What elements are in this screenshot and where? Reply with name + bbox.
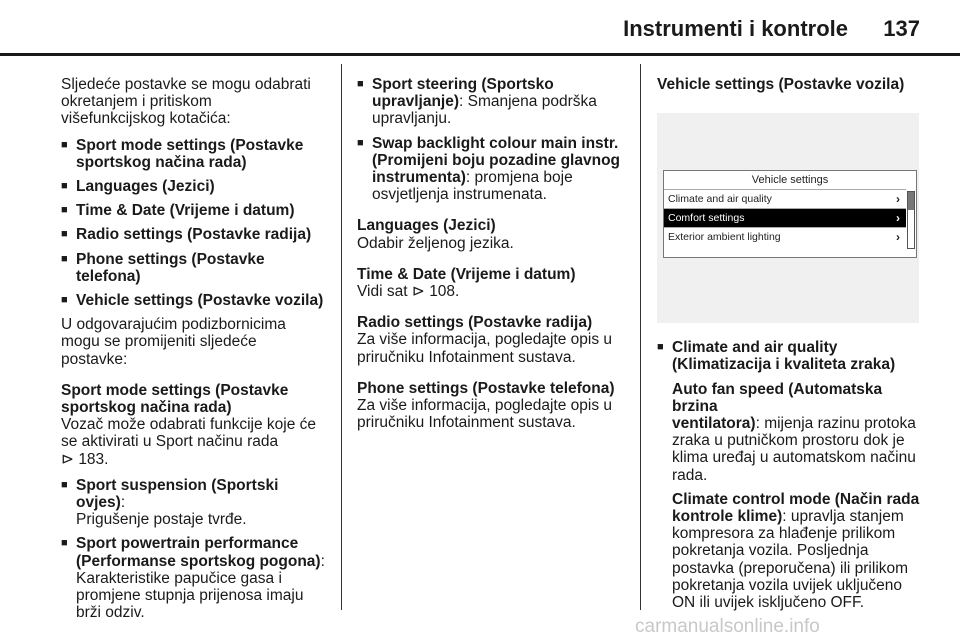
watermark: carmanualsonline.info	[635, 616, 820, 637]
sport-mode-heading: Sport mode settings (Postavke sportskog načina rada)	[61, 381, 289, 417]
cross-reference-arrow-icon: ⊳	[411, 283, 425, 301]
sport-suspension-item: ■ Sport suspension (Sportski ovjes): Prigušenje postaje tvrđe.	[61, 477, 326, 529]
menu-item-phone: ■ Phone settings (Postavke telefona)	[61, 251, 326, 285]
menu-item-vehicle: ■ Vehicle settings (Postavke vozila)	[61, 292, 326, 309]
display-illustration	[657, 113, 919, 323]
menu-item-sport-mode: ■ Sport mode settings (Postavke sportskog načina rada)	[61, 137, 326, 171]
cross-reference-arrow-icon: ⊳	[61, 450, 74, 468]
column-1	[61, 76, 326, 628]
climate-control-mode-text: Climate control mode (Način rada kontrole klime): upravlja stanjem kompresora za hlađenje prilikom pokretanja vozila. Posljednja postavka (preporučena) ili prilikom pokretanja vozila uvijek uključeno ON ili uvijek isključeno OFF.	[672, 490, 920, 612]
column-3	[657, 76, 925, 618]
screen-row-climate: Climate and air quality ›	[664, 189, 906, 208]
page-header	[0, 0, 960, 62]
phone-text: Za više informacija, pogledajte opis u priručniku Infotainment sustava.	[357, 397, 613, 432]
radio-text: Za više informacija, pogledajte opis u priručniku Infotainment sustava.	[357, 331, 613, 366]
vehicle-settings-screen	[663, 170, 917, 258]
phone-heading: Phone settings (Postavke telefona)	[357, 379, 615, 397]
menu-item-time-date: ■ Time & Date (Vrijeme i datum)	[61, 202, 326, 219]
scrollbar-thumb	[908, 192, 914, 210]
screen-row-comfort: Comfort settings ›	[664, 208, 906, 227]
sport-steering-item: ■ Sport steering (Sportsko upravljanje): Smanjena podrška upravljanju.	[357, 76, 627, 128]
menu-item-radio: ■ Radio settings (Postavke radija)	[61, 226, 326, 243]
languages-heading: Languages (Jezici)	[357, 217, 496, 235]
screen-title: Vehicle settings	[751, 174, 829, 187]
cross-reference-page: 183.	[78, 450, 109, 468]
time-date-heading: Time & Date (Vrijeme i datum)	[357, 265, 576, 283]
menu-item-languages: ■ Languages (Jezici)	[61, 178, 326, 195]
sport-powertrain-item: ■ Sport powertrain performance (Performanse sportskog pogona): Karakteristike papučice gasa i promjene stupnja prijenosa imaju brži odziv.	[61, 535, 326, 621]
time-date-text: Vidi sat ⊳ 108.	[357, 283, 460, 301]
chevron-right-icon: ›	[896, 211, 900, 226]
chevron-right-icon: ›	[896, 230, 900, 245]
sport-mode-text: Vozač može odabrati funkcije koje će se aktivirati u Sport načinu rada ⊳ 183.	[61, 416, 317, 468]
page-number: 137	[883, 16, 920, 41]
submenu-note: U odgovarajućim podizbornicima mogu se promijeniti sljedeće postavke:	[61, 316, 286, 368]
auto-fan-speed-text: Auto fan speed (Automatska brzina ventilatora): mijenja razinu protoka zraka u putničkom prostoru dok je klima uređaj u automatskom načinu rada.	[672, 380, 916, 484]
column-divider-2	[640, 64, 641, 610]
vehicle-settings-heading: Vehicle settings (Postavke vozila)	[657, 76, 905, 93]
screen-scrollbar	[907, 191, 915, 249]
chapter-title: Instrumenti i kontrole	[623, 16, 848, 41]
column-divider-1	[341, 64, 342, 610]
screen-row-exterior-lighting: Exterior ambient lighting ›	[664, 227, 906, 246]
radio-heading: Radio settings (Postavke radija)	[357, 314, 593, 332]
chevron-right-icon: ›	[896, 192, 900, 207]
header-rule	[0, 53, 960, 56]
column-2	[357, 76, 627, 440]
climate-item-heading: ■ Climate and air quality (Klimatizacija i kvaliteta zraka)	[657, 339, 925, 373]
languages-text: Odabir željenog jezika.	[357, 234, 514, 252]
intro-text: Sljedeće postavke se mogu odabrati okretanjem i pritiskom višefunkcijskog kotačića:	[61, 76, 311, 128]
swap-backlight-item: ■ Swap backlight colour main instr. (Promijeni boju pozadine glavnog instrumenta): promjena boje osvjetljenja instrumenata.	[357, 135, 627, 204]
